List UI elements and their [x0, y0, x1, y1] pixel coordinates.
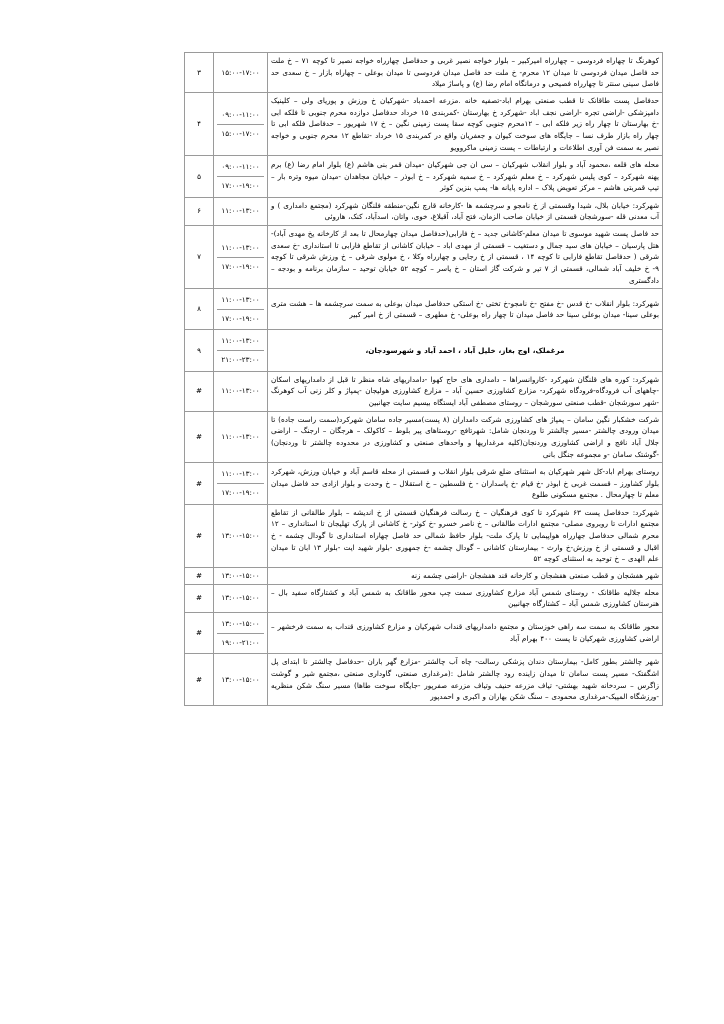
row-index-cell: #	[185, 654, 214, 706]
outage-time-cell: ۱۱:۰۰-۱۳:۰۰	[214, 411, 268, 463]
outage-area-description: روستای بهرام اباد-کل شهر شهرکیان به استثنای ضلع شرقی بلوار انقلاب و قسمتی از محله قاسم آباد و خیابان ورزش، شهرکرد بلوار کشاورز – قسمت غربی خ ابوذر -خ قیام -خ پاسداران - خ فلسطین – خ استقلال – خ وحدت و بلوار ازادی حد فاضل میدان معلم تا چهارمحال . مجتمع مسکونی طلوع	[268, 463, 663, 504]
outage-time-slot: ۱۷:۰۰-۱۹:۰۰	[217, 309, 264, 328]
outage-time-slot: ۱۱:۰۰-۱۳:۰۰	[221, 469, 260, 479]
outage-time-cell: ۱۳:۰۰-۱۵:۰۰	[214, 654, 268, 706]
outage-area-description: شهرکرد: حدفاصل پست ۶۳ شهرکرد تا کوی فرهنگیان – خ رسالت فرهنگیان قسمتی از خ اندیشه – بلوار طالقانی از تقاطع مجتمع ادارات تا روبروی مصلی- مجتمع ادارات طالقانی – خ ناصر خسرو -خ کوثر- خ کاشانی از پارک تهلیجان تا استانداری – ۱۲ محرم شمالی حدفاصل جهارراه هواپیمایی تا پارک ملت- بلوار حافظ شمالی حد فاصل چهاراه استانداری تا گودال چشمه - خ اقبال و قسمتی از خ ورزش-خ وارث - بیمارستان کاشانی – گودال چشمه -خ جمهوری -بلوار شهید ایت -بلوار ۱۳ ابان تا میدان علم الهدی – خ توحید به استثنای کوچه ۵۲	[268, 504, 663, 567]
outage-area-description: محور طاقانک به سمت سه راهی خوزستان و مجتمع دامداریهای قنداب شهرکیان و مزارع کشاورزی قنداب به سمت فرخشهر – اراضی کشاورزی شهرکیان تا پست ۴۰۰ بهرام آباد	[268, 612, 663, 653]
row-index-cell: ۴	[185, 92, 214, 155]
row-index-cell: #	[185, 463, 214, 504]
outage-time-cell: ۱۳:۰۰-۱۵:۰۰	[214, 584, 268, 612]
outage-time-cell: ۱۳:۰۰-۱۵:۰۰	[214, 504, 268, 567]
outage-area-description: شهر هفشجان و قطب صنعتی هفشجان و کارخانه قند هفشجان -اراضی چشمه زنه	[268, 567, 663, 584]
outage-area-description: شهرکرد: کوره های قلنگان شهرکرد -کاروانسراها – دامداری های حاج کهوا -دامداریهای شاه منظر تا قبل از دامداریهای اسکان -چاههای آب فرودگاه-فرودگاه شهرکرد- مزارع کشاورزی حسین آباد – مزارع کشاورزی هولیجان -پمپاژ و کلر زنی آب کوهرنگ -شهر سورشجان -قطب صنعتی سورشجان – روستای مصطفی آباد ایستگاه بیسیم سایت جهانبین	[268, 371, 663, 411]
table-body	[185, 53, 663, 706]
outage-area-description: محله های قلعه ،محمود آباد و بلوار انقلاب شهرکیان – سی ان جی شهرکیان -میدان قمر بنی هاشم (ع) بلوار امام رضا (ع) برم یهنه شهرکرد – کوی پلیس شهرکرد – خ معلم شهرکرد – خ سمیه شهرکرد – خ ابوذر – خیابان مجاهدان -میدان میوه وتره بار – تیپ قمربتی هاشم – مرکز تعویض پلاک – اداره پایانه ها- پمپ بنزین کوثر	[268, 156, 663, 197]
row-index-cell: #	[185, 612, 214, 653]
outage-area-description: شهر چالشتر بطور کامل- بیمارستان دندان پزشکی رسالت- چاه آب چالشتر -مزارع گهر باران -حدفاصل چالشتر تا ابتدای پل اشگفتک- مسیر پست سامان تا میدان زاینده رود چالشتر شامل :(مرغداری صنعتی، گاوداری صنعتی ،مجتمع شیر و گوشت زاگرس – سردخانه شهید بهشتی- تیاف مزرعه حنیف وتیاف مزرعه صفرپور -جایگاه سوخت طاها) مسیر سنگ شکن منظریه -ورزشگاه المپیک-مرغداری محمودی – سنگ شکن بهاران و اکبری و احمدپور	[268, 654, 663, 706]
outage-time-slot: ۱۱:۰۰-۱۳:۰۰	[221, 295, 260, 305]
row-index-cell: #	[185, 371, 214, 411]
outage-time-slot: ۱۷:۰۰-۱۹:۰۰	[217, 176, 264, 195]
table-row	[185, 463, 663, 504]
outage-time-cell	[214, 612, 268, 653]
row-index-cell: ۸	[185, 289, 214, 330]
outage-time-cell	[214, 463, 268, 504]
outage-time-slot: ۱۱:۰۰-۱۳:۰۰	[221, 242, 260, 252]
outage-time-cell: ۱۳:۰۰-۱۵:۰۰	[214, 567, 268, 584]
row-index-cell: ۳	[185, 53, 214, 93]
row-index-cell: ۵	[185, 156, 214, 197]
table-row	[185, 584, 663, 612]
outage-time-slot: ۱۷:۰۰-۱۹:۰۰	[217, 483, 264, 502]
outage-time-slot: ۱۱:۰۰-۱۳:۰۰	[221, 336, 260, 346]
table-row	[185, 197, 663, 225]
table-row	[185, 654, 663, 706]
table-row	[185, 289, 663, 330]
outage-time-cell	[214, 225, 268, 288]
outage-time-cell: ۱۵:۰۰-۱۷:۰۰	[214, 53, 268, 93]
outage-time-slot: ۱۹:۰۰-۲۱:۰۰	[217, 633, 264, 652]
row-index-cell: #	[185, 411, 214, 463]
outage-area-description: حدفاصل پست طاقانک تا قطب صنعتی بهرام اباد-تصفیه خانه .مزرعه احمدباد -شهرکیان خ ورزش و پوریای ولی – کلینیک دامپزشکی -اراضی تجره -اراضی نجف اباد -شهرکرد خ بهارستان -کمربندی ۱۵ خرداد حدفاصل دوازده محرم جنوبی تا فلکه ابی -خ بهارستان تا چهار راه زیر فلکه ابی – ۱۲محرم جنوبی کوچه سقا پست زمینی نگین – خ ۱۷ شهریور – حدفاصل فلکه ابی تا چهار راه بازار طرف نسا – جایگاه های سوخت کیوان و جعفریان واقع در کمربندی ۱۵ خرداد -تقاطع ۱۲ محرم جنوبی و خواجه نصیر به سمت فن آوری اطلاعات و ارتباطات – پست زمینی ماکروویو	[268, 92, 663, 155]
outage-time-slot: ۰۹:۰۰-۱۱:۰۰	[221, 162, 260, 172]
outage-schedule-table	[184, 52, 663, 706]
outage-time-cell	[214, 156, 268, 197]
outage-time-cell	[214, 330, 268, 371]
table-row	[185, 225, 663, 288]
outage-area-description: مرغملک، اوج بغاز، خلیل آباد ، احمد آباد و شهرسودجان،	[268, 330, 663, 371]
outage-time-slot: ۱۳:۰۰-۱۵:۰۰	[221, 618, 260, 628]
table-row	[185, 371, 663, 411]
outage-time-cell	[214, 289, 268, 330]
table-row	[185, 567, 663, 584]
table-row	[185, 156, 663, 197]
outage-time-slot: ۲۱:۰۰-۲۳:۰۰	[217, 350, 264, 369]
table-row	[185, 53, 663, 93]
outage-area-description: شهرکرد: خیابان بلال، شیدا وقسمتی از خ نامجو و سرچشمه ها -کارخانه قارچ نگین-منطقه فلنگان شهرکرد (مجتمع دامداری ) و آب معدنی قله -سورشجان قسمتی از خیابان صاحب الزمان، فتح آباد، آقبلاغ، خوی، واتان، اسدآباد، کنک، هاروئی	[268, 197, 663, 225]
outage-area-description: شرکت خشکبار نگین سامان – پمپاژ های کشاورزی شرکت دامداران (۸ پست)مسیر جاده سامان شهرکرد(سمت راست جاده) تا میدان ورودی چالشتر -مسیر چالشتر تا وردنجان شامل: شهرتافج -روستاهای پیر بلوط – کاکولک – هرجگان – ارجنگ – اراضی جلال آباد نافج و اراضی کشاورزی وردنجان(کلیه مرغداریها و واحدهای صنعتی و کشاورزی در محدوده چالشتر تا وردنجان) -گوشتک سامان -و مجموعه جنگل بانی	[268, 411, 663, 463]
row-index-cell: #	[185, 504, 214, 567]
outage-time-cell	[214, 92, 268, 155]
outage-area-description: حد فاصل پست شهید موسوی تا میدان معلم-کاشانی جدید – خ فارابی(حدفاصل میدان چهارمحال تا بعد از کارخانه یخ مهدی آباد)-هتل پارسیان – خیابان های سید جمال و دستغیب – قسمتی از مهدی اباد – خیابان کاشانی از تقاطع فارابی تا استانداری -خ سعدی شرقی ( حدفاصل تقاطع فارابی تا کوچه ۱۴ ، قسمتی از خ رجایی و چهارراه وکلا ، خ مولوی شرقی – خ ورزش شرقی تا کوچه ۹- خ خلیف آباد شمالی، قسمتی از ۷ تیر و شرکت گاز استان – خ یاسر – کوچه ۵۲ خیابان توحید – سازمان برنامه و بودجه – دادگستری	[268, 225, 663, 288]
outage-time-slot: ۱۵:۰۰-۱۷:۰۰	[217, 124, 264, 143]
outage-area-description: کوهرنگ تا چهاراه فردوسی – چهارراه امیرکبیر – بلوار خواجه نصیر غربی و حدفاصل چهارراه خواجه نصیر تا کوچه ۷۱ – خ ملت حد فاصل میدان فردوسی تا میدان ۱۲ محرم- خ ملت حد فاصل میدان فردوسی تا میدان بوعلی – چهاراه بازار – خ سعدی حد فاصل سینی سنتر تا چهارراه فصیحی و درمانگاه امام رضا (ع) و پاساژ میلاد	[268, 53, 663, 93]
outage-time-slot: ۱۷:۰۰-۱۹:۰۰	[217, 257, 264, 276]
outage-time-cell: ۱۱:۰۰-۱۳:۰۰	[214, 371, 268, 411]
table-row	[185, 504, 663, 567]
outage-area-description: محله جلالیه طاقانک - روستای شمس آباد مزارع کشاورزی سمت چپ محور طاقانک به شمس آباد و کشتارگاه سفید بال – هنرستان کشاورزی شمس آباد – کشتارگاه جهانبین	[268, 584, 663, 612]
outage-area-description: شهرکرد: بلوار انقلاب -خ قدس -خ مفتح -خ نامجو-خ تختی -خ استکی حدفاصل میدان بوعلی به سمت سرچشمه ها – هشت متری بوعلی سینا- میدان بوعلی سینا حد فاصل میدان تا چهار راه بوعلی- خ مطهری – قسمتی از خ امیر کبیر	[268, 289, 663, 330]
table-row	[185, 612, 663, 653]
outage-time-cell: ۱۱:۰۰-۱۳:۰۰	[214, 197, 268, 225]
outage-time-slot: ۰۹:۰۰-۱۱:۰۰	[221, 109, 260, 119]
table-row	[185, 92, 663, 155]
table-row	[185, 330, 663, 371]
row-index-cell: ۶	[185, 197, 214, 225]
row-index-cell: #	[185, 567, 214, 584]
table-row	[185, 411, 663, 463]
row-index-cell: ۹	[185, 330, 214, 371]
row-index-cell: #	[185, 584, 214, 612]
row-index-cell: ۷	[185, 225, 214, 288]
